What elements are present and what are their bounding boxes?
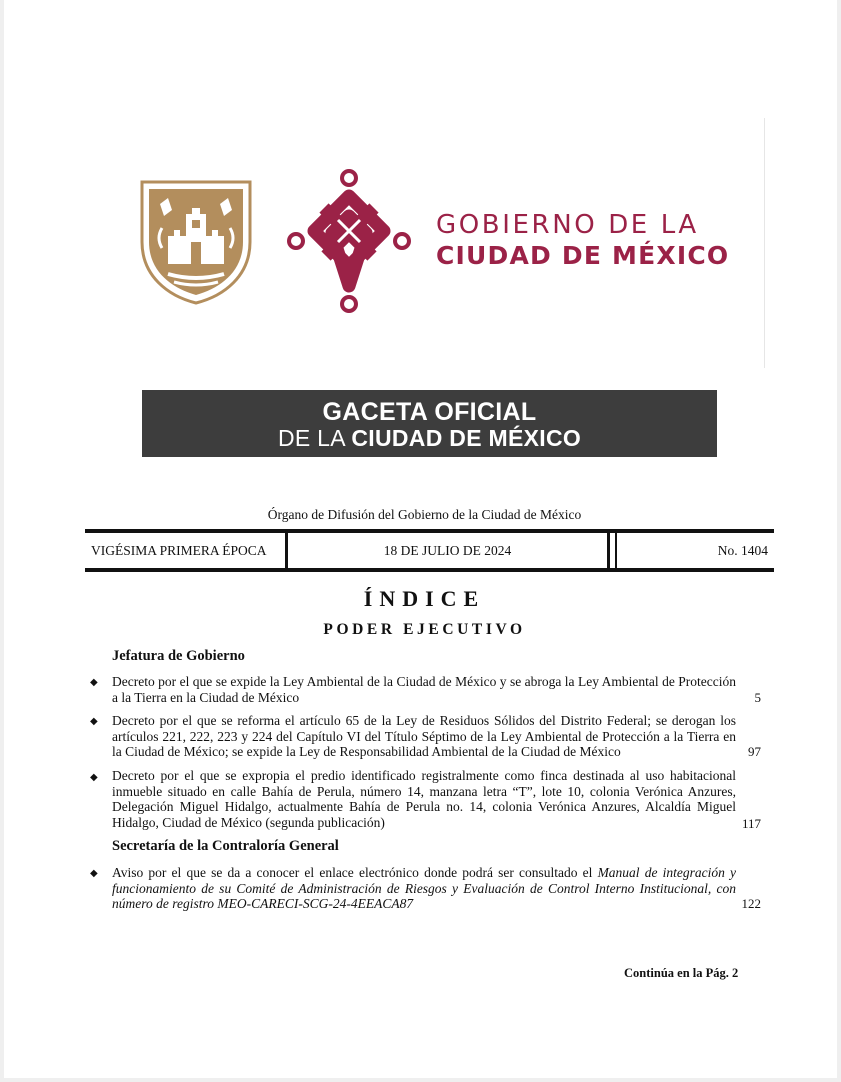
entry-text: Aviso por el que se da a conocer el enlace electrónico donde podrá ser consultado el	[112, 865, 598, 880]
continues-on-page: Continúa en la Pág. 2	[624, 966, 739, 980]
entry-page-number: 97	[748, 744, 761, 759]
bullet-icon: ◆	[90, 677, 98, 688]
banner-title: GACETA OFICIAL	[322, 398, 537, 426]
gaceta-banner	[142, 390, 717, 457]
issue-rule-bottom	[85, 568, 774, 572]
poder-ejecutivo-title: PODER EJECUTIVO	[323, 621, 526, 638]
issue-header	[85, 529, 774, 573]
entry-page-number: 122	[741, 896, 761, 911]
entry-page-number: 5	[754, 690, 761, 705]
gazette-page	[4, 0, 837, 1078]
wordmark-line1: GOBIERNO DE LA	[436, 210, 699, 240]
issue-number: No. 1404	[615, 533, 774, 568]
section-title: Jefatura de Gobierno	[112, 648, 245, 664]
index-entry: Decreto por el que se expide la Ley Ambiental de la Ciudad de México y se abroga la Ley Ambiental de Protección a la Tierra en la Ciudad de México	[112, 674, 736, 705]
index-entry: Decreto por el que se reforma el artículo 65 de la Ley de Residuos Sólidos del Distrito Federal; se derogan los artículos 221, 222, 223 y 224 del Capítulo VI del Título Séptimo de la Ley Ambiental de Protección a la Tierra en la Ciudad de México; se expide la Ley de Responsabilidad Ambiental de la Ciudad de México	[112, 713, 736, 760]
banner-subtitle-bold: CIUDAD DE MÉXICO	[351, 425, 582, 451]
bullet-icon: ◆	[90, 716, 98, 727]
index-title: ÍNDICE	[363, 586, 486, 611]
government-wordmark	[436, 212, 729, 268]
banner-subtitle-prefix: DE LA	[277, 425, 345, 451]
cdmx-shield-logo	[138, 178, 254, 306]
issue-date: 18 DE JULIO DE 2024	[285, 533, 610, 568]
bullet-icon: ◆	[90, 868, 98, 879]
index-entry	[112, 865, 736, 912]
page-divider	[764, 118, 765, 368]
bullet-icon: ◆	[90, 772, 98, 783]
section-title: Secretaría de la Contraloría General	[112, 838, 339, 854]
cdmx-knot-logo	[286, 168, 412, 314]
wordmark-line2: CIUDAD DE MÉXICO	[436, 241, 730, 270]
banner-subtitle	[142, 425, 717, 452]
entry-italic-title: Manual de integración y funcionamiento de su Comité de Administración de Riesgos y Evaluación de Control Interno Institucional, con número de registro MEO-CARECI-SCG-24-4EEACA87	[112, 865, 736, 912]
issue-epoca: VIGÉSIMA PRIMERA ÉPOCA	[91, 543, 267, 558]
index-entry: Decreto por el que se expropia el predio identificado registralmente como finca destinada al uso habitacional inmueble situado en calle Bahía de Perula, número 14, manzana letra “T”, lote 10, colonia Verónica Anzures, Delegación Miguel Hidalgo, actualmente Bahía de Perula no. 14, colonia Verónica Anzures, Alcaldía Miguel Hidalgo, Ciudad de México (segunda publicación)	[112, 768, 736, 830]
organo-difusion: Órgano de Difusión del Gobierno de la Ciudad de México	[267, 507, 582, 522]
entry-page-number: 117	[741, 816, 761, 831]
